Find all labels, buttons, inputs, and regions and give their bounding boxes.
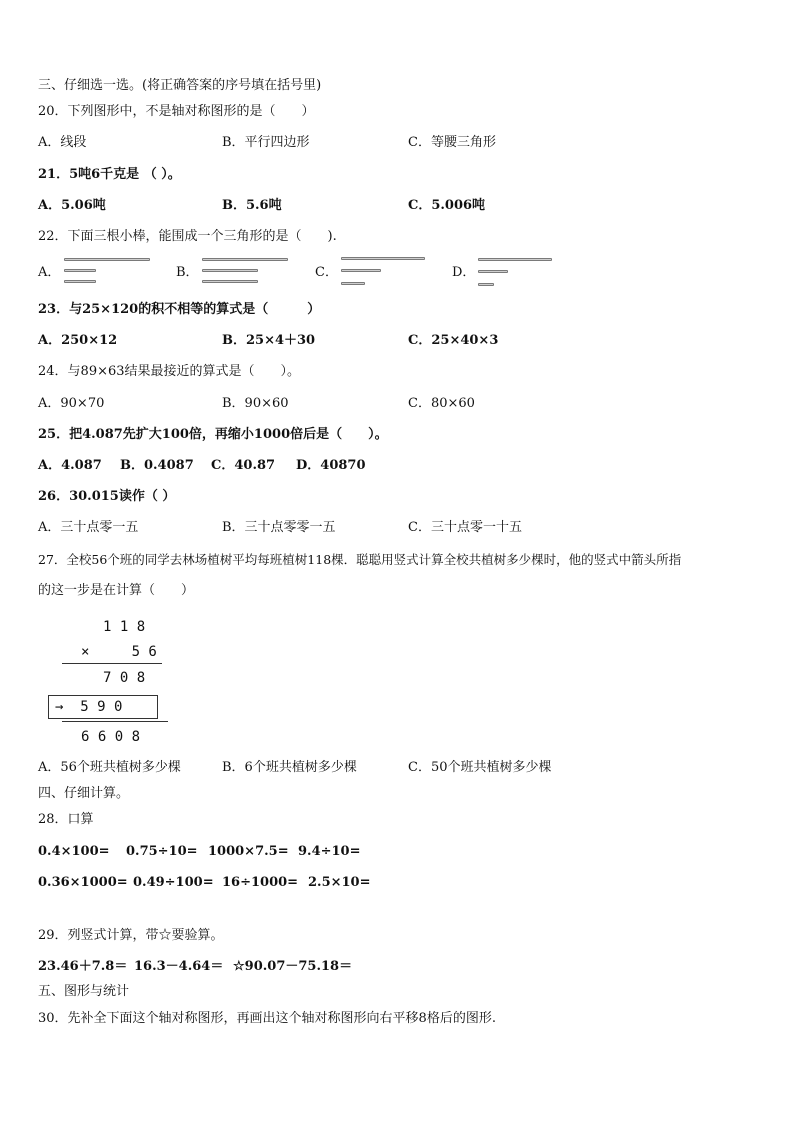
- q27-stem-line1: 27．全校56个班的同学去林场植树平均每班植树118棵．聪聪用竖式计算全校共植树多少棵时，他的竖式中箭头所指: [38, 552, 682, 567]
- q23-option-c: C．25×40×3: [408, 333, 499, 348]
- q25-option-c: C．40.87: [211, 458, 276, 473]
- stick: [478, 258, 552, 261]
- q27-stem-line2: 的这一步是在计算（ ）: [38, 583, 195, 598]
- q29-item: ☆90.07－75.18＝: [233, 959, 353, 974]
- q22-option-d: D．: [452, 265, 476, 280]
- q28-item: 9.4÷10=: [298, 844, 361, 859]
- q28-item: 0.36×1000=: [38, 875, 128, 890]
- stick: [64, 269, 96, 272]
- q26-option-b: B．三十点零零一五: [222, 520, 336, 535]
- q28-item: 2.5×10=: [308, 875, 371, 890]
- vertical-row-5: 6 6 0 8: [81, 729, 141, 745]
- q20-option-c: C．等腰三角形: [408, 135, 496, 150]
- q25-option-d: D．40870: [296, 458, 366, 473]
- vertical-row-4: → 5 9 0: [55, 699, 123, 715]
- stick: [202, 269, 258, 272]
- q24-option-b: B．90×60: [222, 396, 289, 411]
- stick: [202, 258, 288, 261]
- vertical-row-2: × 5 6: [81, 644, 157, 660]
- stick: [64, 280, 96, 283]
- vertical-rule-2: [62, 721, 168, 722]
- q23-stem: 23．与25×120的积不相等的算式是（ ）: [38, 302, 321, 317]
- q20-option-b: B．平行四边形: [222, 135, 310, 150]
- q24-option-c: C．80×60: [408, 396, 475, 411]
- vertical-row-3: 7 0 8: [103, 670, 146, 686]
- q21-option-c: C．5.006吨: [408, 198, 486, 213]
- q29-item: 23.46＋7.8＝: [38, 959, 128, 974]
- q27-option-a: A．56个班共植树多少棵: [38, 760, 181, 775]
- q20-option-a: A．线段: [38, 135, 87, 150]
- q23-option-a: A．250×12: [38, 333, 118, 348]
- q26-option-c: C．三十点零一十五: [408, 520, 522, 535]
- q22-option-b: B．: [176, 265, 199, 280]
- section-4-title: 四、仔细计算。: [38, 786, 130, 801]
- q21-option-a: A．5.06吨: [38, 198, 106, 213]
- q26-option-a: A．三十点零一五: [38, 520, 139, 535]
- q28-item: 0.49÷100=: [133, 875, 214, 890]
- vertical-rule-1: [62, 663, 162, 664]
- q26-stem: 26．30.015读作（ ）: [38, 489, 176, 504]
- q29-item: 16.3－4.64＝: [134, 959, 224, 974]
- stick: [478, 270, 508, 273]
- stick: [64, 258, 150, 261]
- q28-item: 16÷1000=: [222, 875, 299, 890]
- q20-stem: 20．下列图形中，不是轴对称图形的是（ ）: [38, 104, 315, 119]
- section-3-title: 三、仔细选一选。(将正确答案的序号填在括号里): [38, 78, 322, 93]
- q21-stem: 21．5吨6千克是 （ ）。: [38, 167, 181, 182]
- q30-stem: 30．先补全下面这个轴对称图形，再画出这个轴对称图形向右平移8格后的图形.: [38, 1011, 496, 1026]
- q27-option-b: B．6个班共植树多少棵: [222, 760, 357, 775]
- q25-option-b: B．0.4087: [120, 458, 194, 473]
- stick: [341, 282, 365, 285]
- q22-option-a: A．: [38, 265, 61, 280]
- stick: [202, 280, 258, 283]
- q21-option-b: B．5.6吨: [222, 198, 282, 213]
- q27-option-c: C．50个班共植树多少棵: [408, 760, 552, 775]
- stick: [341, 269, 381, 272]
- stick: [478, 283, 494, 286]
- vertical-row-1: 1 1 8: [103, 619, 146, 635]
- stick: [341, 257, 425, 260]
- q29-stem: 29．列竖式计算，带☆要验算。: [38, 928, 224, 943]
- q24-stem: 24．与89×63结果最接近的算式是（ ）。: [38, 364, 301, 379]
- q22-option-c: C．: [315, 265, 338, 280]
- q25-option-a: A．4.087: [38, 458, 102, 473]
- q24-option-a: A．90×70: [38, 396, 105, 411]
- q22-stem: 22．下面三根小棒，能围成一个三角形的是（ ).: [38, 229, 337, 244]
- q28-item: 1000×7.5=: [208, 844, 289, 859]
- q28-stem: 28．口算: [38, 812, 94, 827]
- q25-stem: 25．把4.087先扩大100倍，再缩小1000倍后是（ ）。: [38, 427, 388, 442]
- q28-item: 0.4×100=: [38, 844, 110, 859]
- section-5-title: 五、图形与统计: [38, 984, 130, 999]
- q23-option-b: B．25×4＋30: [222, 333, 316, 348]
- q28-item: 0.75÷10=: [126, 844, 198, 859]
